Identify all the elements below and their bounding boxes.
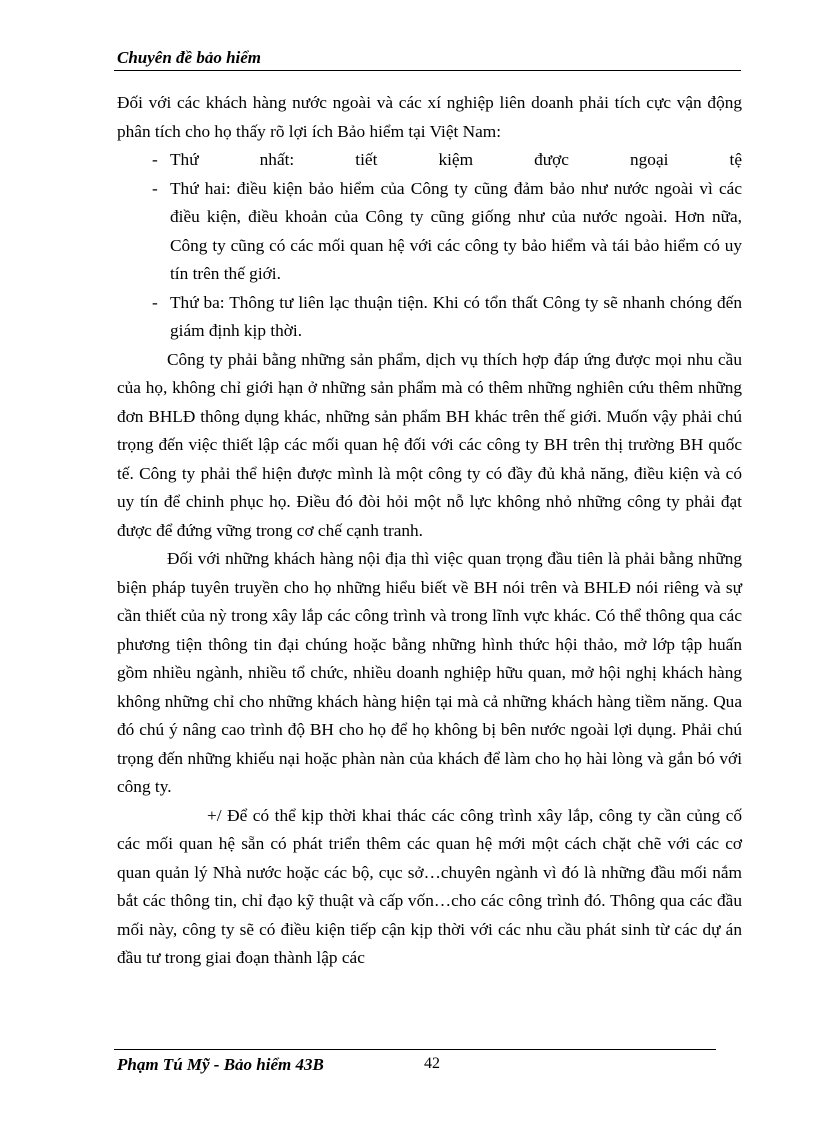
document-body [117,89,742,973]
list-bullet: - [152,178,158,198]
advantages-list [117,146,742,346]
list-item-text: Thứ hai: điều kiện bảo hiểm của Công ty cũng đảm bảo như nước ngoài vì các điều kiện, điều khoản của Công ty cũng giống như của nước ngoài. Hơn nữa, Công ty cũng có các mối quan hệ với các công ty bảo hiểm và tái bảo hiểm có uy tín trên thế giới. [170,178,742,283]
list-item-text: Thứ ba: Thông tư liên lạc thuận tiện. Khi có tổn thất Công ty sẽ nhanh chóng đến giám định kịp thời. [170,292,742,340]
list-item [117,289,742,346]
footer-divider [114,1049,716,1050]
list-bullet: - [152,150,158,169]
page-header-title: Chuyên đề bảo hiểm [117,48,262,67]
footer-author: Phạm Tú Mỹ - Bảo hiểm 43B [117,1055,324,1074]
list-item [117,175,742,289]
header-divider [114,70,741,71]
list-item [117,146,742,175]
paragraph: +/ Để có thể kịp thời khai thác các công trình xây lắp, công ty cần củng cố các mối quan hệ sẵn có phát triển thêm các quan hệ mới một cách chặt chẽ với các cơ quan quản lý Nhà nước hoặc các bộ, cục sở…chuyên ngành vì đó là những đầu mối nắm bắt các thông tin, chỉ đạo kỹ thuật và cấp vốn…cho các công trình đó. Thông qua các đầu mối này, công ty sẽ có điều kiện tiếp cận kịp thời với các nhu cầu phát sinh từ các dự án đầu tư trong giai đoạn thành lập các [117,805,742,967]
paragraph: Đối với những khách hàng nội địa thì việc quan trọng đầu tiên là phải bằng những biện pháp tuyên truyền cho họ những hiểu biết về BH nói trên và BHLĐ nói riêng và sự cần thiết của nỳ trong xây lắp các công trình và trong lĩnh vực khác. Có thể thông qua các phương tiện thông tin đại chúng hoặc bằng những hình thức hội thảo, mở lớp tập huấn gồm nhiều ngành, nhiều tổ chức, nhiều doanh nghiệp hữu quan, mở hội nghị khách hàng không những chỉ cho những khách hàng hiện tại mà cả những khách hàng tiềm năng. Qua đó chú ý nâng cao trình độ BH cho họ để họ không bị bên nước ngoài lợi dụng. Phải chú trọng đến những khiếu nại hoặc phàn nàn của khách để làm cho họ hài lòng và gắn bó với công ty. [117,549,742,796]
list-bullet: - [152,292,158,312]
paragraph: Công ty phải bằng những sản phẩm, dịch vụ thích hợp đáp ứng được mọi nhu cầu của họ, không chỉ giới hạn ở những sản phẩm mà có thêm những nghiên cứu thêm những đơn BHLĐ thông dụng khác, những sản phẩm BH khác trên thế giới. Muốn vậy phải chú trọng đến việc thiết lập các mối quan hệ đối với các công ty BH trên thị trường BH quốc tế. Công ty phải thể hiện được mình là một công ty có đầy đủ khả năng, điều kiện và có uy tín để chinh phục họ. Điều đó đòi hỏi một nỗ lực không nhỏ những công ty phải đạt được để đứng vững trong cơ chế cạnh tranh. [117,349,742,540]
intro-paragraph: Đối với các khách hàng nước ngoài và các xí nghiệp liên doanh phải tích cực vận động phân tích cho họ thấy rõ lợi ích Bảo hiểm tại Việt Nam: [117,93,742,141]
page-number: 42 [424,1055,440,1072]
list-item-text: Thứ nhất: tiết kiệm được ngoại tệ [170,150,742,169]
